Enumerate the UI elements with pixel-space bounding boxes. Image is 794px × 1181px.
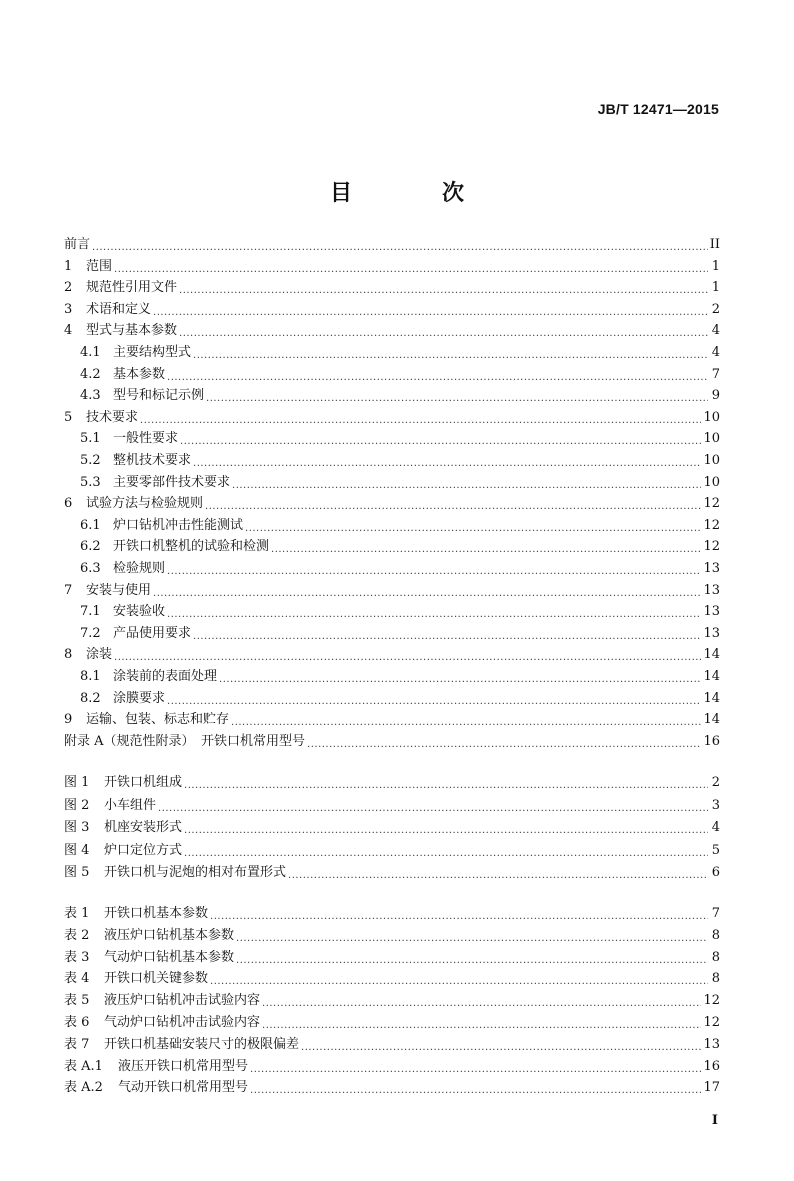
toc-entry-number: 5.3	[80, 475, 101, 490]
toc-entry-title: 气动炉口钻机冲击试验内容	[104, 1015, 261, 1030]
toc-entry[interactable]	[80, 474, 720, 492]
toc-entry-number: 4.2	[80, 367, 101, 382]
table-list-entry[interactable]	[64, 949, 720, 967]
toc-entry[interactable]	[80, 452, 720, 470]
dot-leader	[180, 430, 701, 448]
toc-entry-number: 4.3	[80, 388, 101, 403]
toc-entry-number: 图 5	[64, 865, 90, 880]
toc-entry-label	[64, 992, 262, 1010]
toc-entry-number: 6.2	[80, 539, 101, 554]
figure-list-entry[interactable]	[64, 774, 720, 792]
figure-list-entry[interactable]	[64, 797, 720, 815]
toc-entry-label	[80, 625, 193, 643]
toc-entry-label	[80, 366, 167, 384]
toc-entry-number: 图 4	[64, 843, 90, 858]
toc-entry-page: 16	[703, 734, 720, 749]
toc-entry-label	[64, 1036, 301, 1054]
toc-entry-page: 10	[703, 431, 720, 446]
toc-entry-title: 炉口钻机冲击性能测试	[113, 518, 244, 533]
toc-entry-page: 13	[703, 561, 720, 576]
figure-list-entry[interactable]	[64, 819, 720, 837]
page-number: I	[711, 1113, 718, 1128]
toc-entry[interactable]	[80, 603, 720, 621]
toc-entry-page: 1	[711, 280, 720, 295]
toc-entry-page: 14	[703, 647, 720, 662]
toc-entry-page: 14	[703, 669, 720, 684]
toc-entry[interactable]	[80, 668, 720, 686]
toc-entry-page: 14	[703, 712, 720, 727]
toc-entry-title: 气动开铁口机常用型号	[118, 1080, 249, 1095]
toc-entry[interactable]	[80, 560, 720, 578]
toc-entry-title: 气动炉口钻机基本参数	[104, 950, 235, 965]
toc-entry-page: 4	[711, 820, 720, 835]
table-list-entry[interactable]	[64, 927, 720, 945]
toc-entry-label	[64, 236, 92, 254]
toc-entry-title: 炉口定位方式	[104, 843, 183, 858]
toc-entry-number: 表 5	[64, 993, 90, 1008]
toc-entry[interactable]	[64, 409, 720, 427]
toc-entry-page: 12	[703, 496, 720, 511]
toc-entry-page: 13	[703, 1037, 720, 1052]
toc-entry-page: 17	[703, 1080, 720, 1095]
dot-leader	[210, 970, 708, 988]
toc-entry-number: 8	[64, 647, 73, 662]
toc-entry-label	[64, 905, 210, 923]
toc-entry[interactable]	[64, 236, 720, 254]
table-list-entry[interactable]	[64, 1014, 720, 1032]
toc-entry-label	[80, 387, 206, 405]
table-list-entry[interactable]	[64, 1036, 720, 1054]
toc-entry-title: 安装与使用	[86, 583, 152, 598]
dot-leader	[210, 905, 708, 923]
toc-entry-title: 运输、包装、标志和贮存	[86, 712, 230, 727]
toc-entry-number: 表 A.2	[64, 1080, 103, 1095]
toc-entry-page: 12	[703, 518, 720, 533]
toc-entry[interactable]	[64, 258, 720, 276]
table-list-entry[interactable]	[64, 992, 720, 1010]
toc-entry-number: 图 1	[64, 775, 90, 790]
toc-entry-number: 表 4	[64, 971, 90, 986]
toc-entry-title: 试验方法与检验规则	[86, 496, 204, 511]
toc-entry-page: 8	[711, 971, 720, 986]
dot-leader	[307, 733, 701, 751]
toc-entry-title: 液压炉口钻机冲击试验内容	[104, 993, 261, 1008]
dot-leader	[250, 1058, 701, 1076]
toc-entry-label	[64, 1058, 250, 1076]
toc-entry-label	[64, 301, 153, 319]
toc-entry-number: 3	[64, 302, 73, 317]
toc-entry-page: 2	[711, 775, 720, 790]
toc-entry-page: 13	[703, 604, 720, 619]
toc-entry-label	[64, 864, 288, 882]
toc-entry[interactable]	[64, 279, 720, 297]
toc-entry-number: 表 2	[64, 928, 90, 943]
dot-leader	[236, 927, 708, 945]
toc-entry-number: 表 A.1	[64, 1059, 103, 1074]
toc-entry[interactable]	[80, 387, 720, 405]
toc-entry[interactable]	[80, 366, 720, 384]
toc-entry-label	[80, 538, 271, 556]
toc-entry-page: II	[709, 237, 720, 252]
toc-entry[interactable]	[80, 430, 720, 448]
toc-entry-page: 13	[703, 626, 720, 641]
toc-entry-title: 前言	[64, 237, 91, 252]
table-list-entry[interactable]	[64, 970, 720, 988]
dot-leader	[271, 538, 701, 556]
toc-entry[interactable]	[64, 301, 720, 319]
dot-leader	[184, 774, 708, 792]
dot-leader	[184, 819, 708, 837]
dot-leader	[205, 495, 701, 513]
toc-entry-number: 7.2	[80, 626, 101, 641]
toc-entry-number: 图 3	[64, 820, 90, 835]
dot-leader	[193, 625, 701, 643]
toc-entry-title: 主要结构型式	[113, 345, 192, 360]
dot-leader	[262, 1014, 701, 1032]
toc-entry-title: 涂膜要求	[113, 691, 166, 706]
toc-entry-title: 整机技术要求	[113, 453, 192, 468]
toc-entry-number: 9	[64, 712, 73, 727]
toc-entry[interactable]	[80, 517, 720, 535]
dot-leader	[153, 582, 701, 600]
toc-entry-number: 5.2	[80, 453, 101, 468]
toc-entry-label	[64, 711, 231, 729]
toc-entry-title: 机座安装形式	[104, 820, 183, 835]
dot-leader	[167, 560, 701, 578]
toc-entry-label	[64, 1014, 262, 1032]
toc-entry-title: 规范性引用文件	[86, 280, 178, 295]
toc-entry-title: 开铁口机基本参数	[104, 906, 209, 921]
document-number: JB/T 12471—2015	[597, 101, 719, 117]
toc-entry-title: 型式与基本参数	[86, 323, 178, 338]
toc-entry-title: 一般性要求	[113, 431, 179, 446]
toc-entry-page: 2	[711, 302, 720, 317]
toc-entry-page: 9	[711, 388, 720, 403]
toc-entry[interactable]	[80, 344, 720, 362]
toc-entry-label	[64, 733, 307, 751]
toc-entry-number: 5	[64, 410, 73, 425]
dot-leader	[245, 517, 701, 535]
toc-entry-page: 4	[711, 323, 720, 338]
toc-entry-page: 6	[711, 865, 720, 880]
toc-entry-label	[80, 668, 219, 686]
dot-leader	[179, 279, 708, 297]
toc-entry-page: 16	[703, 1059, 720, 1074]
toc-entry[interactable]	[80, 690, 720, 708]
toc-entry-label	[64, 970, 210, 988]
toc-entry-title: 主要零部件技术要求	[113, 475, 231, 490]
dot-leader	[114, 646, 701, 664]
toc-entry[interactable]	[64, 733, 720, 751]
toc-entry-label	[80, 560, 167, 578]
dot-leader	[250, 1079, 701, 1097]
dot-leader	[288, 864, 708, 882]
toc-entry-label	[64, 646, 114, 664]
toc-entry-page: 13	[703, 583, 720, 598]
toc-entry-number: 4	[64, 323, 73, 338]
toc-entry[interactable]	[64, 322, 720, 340]
toc-entry-page: 10	[703, 453, 720, 468]
toc-entry-number: 表 7	[64, 1037, 90, 1052]
toc-entry-label	[64, 582, 153, 600]
toc-entry-page: 12	[703, 1015, 720, 1030]
dot-leader	[167, 366, 708, 384]
toc-entry-title: 产品使用要求	[113, 626, 192, 641]
toc-entry-label	[80, 517, 245, 535]
toc-entry-number: 表 3	[64, 950, 90, 965]
toc-entry-number: 6	[64, 496, 73, 511]
dot-leader	[158, 797, 708, 815]
dot-leader	[193, 452, 701, 470]
toc-entry-label	[64, 774, 184, 792]
figure-list-entry[interactable]	[64, 864, 720, 882]
toc-entry-label	[80, 474, 232, 492]
toc-entry-number: 表 6	[64, 1015, 90, 1030]
dot-leader	[184, 842, 708, 860]
toc-entry-title: 小车组件	[104, 798, 157, 813]
toc-entry-title: 术语和定义	[86, 302, 152, 317]
toc-entry-page: 12	[703, 993, 720, 1008]
toc-entry-title: 附录 A（规范性附录） 开铁口机常用型号	[64, 734, 306, 749]
toc-entry-label	[80, 430, 180, 448]
toc-entry[interactable]	[80, 538, 720, 556]
dot-leader	[231, 711, 701, 729]
dot-leader	[179, 322, 708, 340]
toc-entry-page: 7	[711, 367, 720, 382]
toc-entry-page: 10	[703, 475, 720, 490]
toc-entry-number: 4.1	[80, 345, 101, 360]
toc-entry-page: 14	[703, 691, 720, 706]
page-title: 目 次	[329, 180, 498, 206]
toc-entry[interactable]	[64, 646, 720, 664]
toc-entry-number: 5.1	[80, 431, 101, 446]
dot-leader	[206, 387, 708, 405]
toc-entry-label	[80, 452, 193, 470]
table-list-entry[interactable]	[64, 905, 720, 923]
toc-entry-number: 6.3	[80, 561, 101, 576]
dot-leader	[167, 690, 701, 708]
dot-leader	[219, 668, 701, 686]
toc-entry-label	[64, 797, 158, 815]
toc-entry-title: 开铁口机与泥炮的相对布置形式	[104, 865, 287, 880]
dot-leader	[236, 949, 708, 967]
toc-entry-title: 液压开铁口机常用型号	[118, 1059, 249, 1074]
table-list-entry[interactable]	[64, 1079, 720, 1097]
toc-entry-page: 7	[711, 906, 720, 921]
toc-entry[interactable]	[64, 582, 720, 600]
toc-entry-number: 1	[64, 259, 73, 274]
dot-leader	[193, 344, 708, 362]
toc-entry-number: 6.1	[80, 518, 101, 533]
toc-entry-label	[64, 842, 184, 860]
toc-entry-page: 8	[711, 950, 720, 965]
toc-entry-label	[64, 927, 236, 945]
toc-entry-page: 12	[703, 539, 720, 554]
toc-entry-number: 表 1	[64, 906, 90, 921]
toc-entry-label	[80, 603, 167, 621]
table-list-entry[interactable]	[64, 1058, 720, 1076]
toc-entry-number: 2	[64, 280, 73, 295]
toc-entry-title: 开铁口机整机的试验和检测	[113, 539, 270, 554]
toc-entry-page: 10	[703, 410, 720, 425]
toc-entry[interactable]	[80, 625, 720, 643]
toc-entry-label	[64, 495, 205, 513]
toc-entry-label	[64, 409, 140, 427]
dot-leader	[92, 236, 708, 254]
dot-leader	[140, 409, 701, 427]
toc-entry-label	[64, 1079, 250, 1097]
toc-entry-number: 7	[64, 583, 73, 598]
toc-entry-page: 5	[711, 843, 720, 858]
toc-entry-number: 8.2	[80, 691, 101, 706]
toc-entry-label	[64, 279, 179, 297]
toc-entry-number: 7.1	[80, 604, 101, 619]
dot-leader	[167, 603, 701, 621]
toc-entry-title: 涂装前的表面处理	[113, 669, 218, 684]
toc-entry-title: 开铁口机关键参数	[104, 971, 209, 986]
toc-entry-label	[64, 322, 179, 340]
toc-entry-number: 图 2	[64, 798, 90, 813]
toc-entry-page: 3	[711, 798, 720, 813]
toc-entry-page: 4	[711, 345, 720, 360]
toc-entry-title: 基本参数	[113, 367, 166, 382]
toc-entry-label	[80, 344, 193, 362]
dot-leader	[114, 258, 708, 276]
dot-leader	[232, 474, 701, 492]
toc-entry-page: 1	[711, 259, 720, 274]
toc-entry-page: 8	[711, 928, 720, 943]
toc-entry-title: 涂装	[86, 647, 113, 662]
toc-entry-label	[80, 690, 167, 708]
toc-entry-title: 开铁口机组成	[104, 775, 183, 790]
figure-list-entry[interactable]	[64, 842, 720, 860]
toc-entry-title: 安装验收	[113, 604, 166, 619]
toc-entry-title: 液压炉口钻机基本参数	[104, 928, 235, 943]
toc-entry-label	[64, 949, 236, 967]
toc-entry-title: 技术要求	[86, 410, 139, 425]
toc-entry[interactable]	[64, 711, 720, 729]
dot-leader	[301, 1036, 701, 1054]
dot-leader	[153, 301, 708, 319]
toc-entry-number: 8.1	[80, 669, 101, 684]
toc-entry-title: 型号和标记示例	[113, 388, 205, 403]
toc-entry-title: 范围	[86, 259, 113, 274]
toc-entry-label	[64, 819, 184, 837]
toc-entry[interactable]	[64, 495, 720, 513]
toc-entry-title: 开铁口机基础安装尺寸的极限偏差	[104, 1037, 300, 1052]
toc-entry-title: 检验规则	[113, 561, 166, 576]
dot-leader	[262, 992, 701, 1010]
toc-entry-label	[64, 258, 114, 276]
